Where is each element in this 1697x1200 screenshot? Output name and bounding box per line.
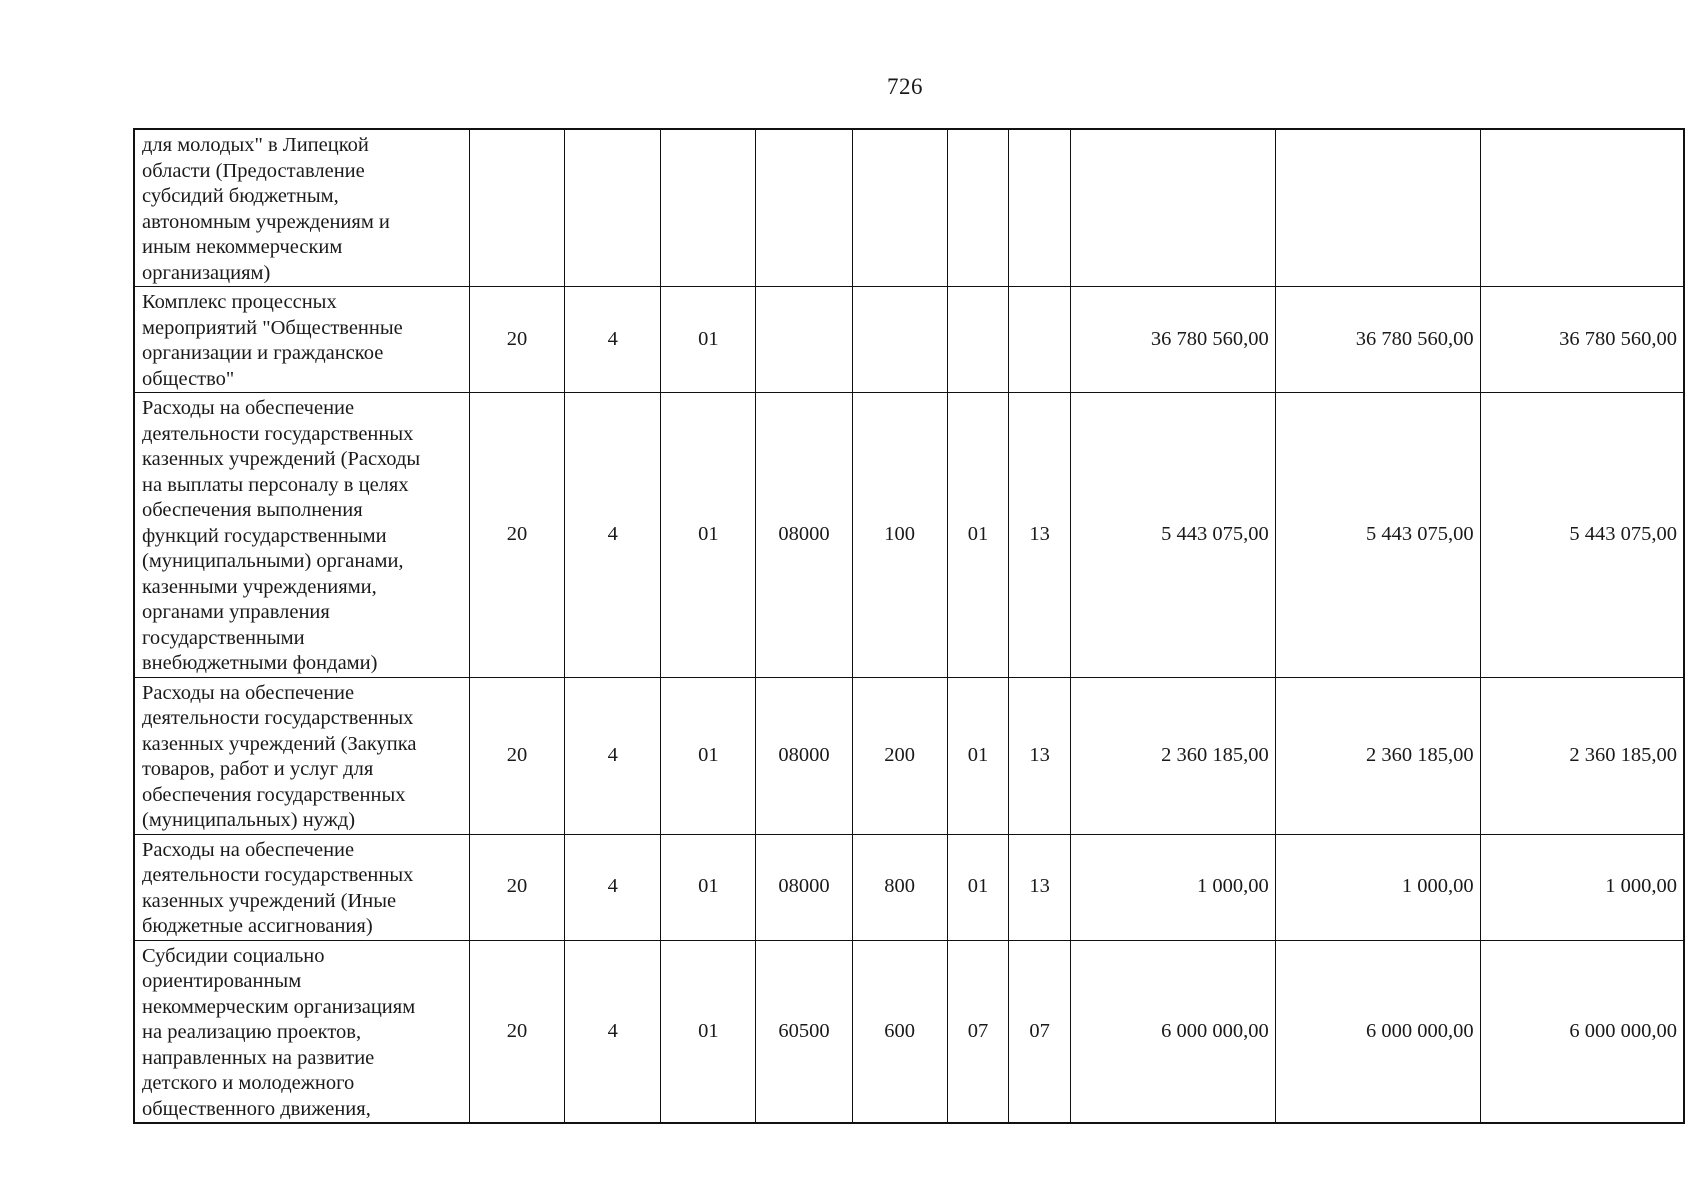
row-name-line: Субсидии социально	[142, 944, 325, 967]
table-row	[134, 834, 1684, 940]
row-name-line: органами управления	[142, 601, 330, 623]
amount-cell: 2 360 185,00	[1070, 677, 1275, 834]
code-cell: 01	[947, 834, 1009, 940]
code-cell: 20	[470, 940, 565, 1123]
row-name-line: деятельности государственных	[142, 864, 414, 886]
row-name-line: мероприятий "Общественные	[142, 316, 403, 339]
code-cell	[1009, 129, 1071, 287]
code-cell	[947, 129, 1009, 287]
code-cell: 13	[1009, 393, 1071, 678]
code-cell: 100	[852, 393, 947, 678]
code-cell: 01	[661, 393, 756, 678]
row-name-line: для молодых" в Липецкой	[142, 134, 369, 156]
page-number: 726	[887, 74, 923, 99]
code-cell	[756, 129, 852, 287]
row-name-line: Расходы на обеспечение	[142, 681, 355, 704]
amount-cell	[1480, 129, 1684, 287]
row-name-line: автономным учреждениям и	[142, 210, 390, 233]
code-cell: 4	[565, 940, 661, 1123]
code-cell: 13	[1009, 677, 1071, 834]
code-cell: 4	[565, 677, 661, 834]
row-name-line: внебюджетными фондами)	[142, 652, 378, 674]
code-cell: 20	[470, 393, 565, 678]
table-row	[134, 677, 1684, 834]
amount-cell: 6 000 000,00	[1275, 940, 1480, 1123]
row-name-line: (муниципальных) нужд)	[142, 809, 356, 831]
code-cell: 20	[470, 834, 565, 940]
row-name-line: обеспечения государственных	[142, 783, 406, 806]
row-name-line: казенных учреждений (Иные	[142, 889, 397, 912]
row-name-line: общество"	[142, 367, 235, 390]
code-cell: 200	[852, 677, 947, 834]
code-cell: 08000	[756, 677, 852, 834]
row-name-line: на выплаты персоналу в целях	[142, 473, 409, 496]
code-cell: 13	[1009, 834, 1071, 940]
amount-cell: 6 000 000,00	[1480, 940, 1684, 1123]
code-cell	[852, 287, 947, 393]
amount-cell: 36 780 560,00	[1275, 287, 1480, 393]
code-cell: 60500	[756, 940, 852, 1123]
amount-cell: 1 000,00	[1070, 834, 1275, 940]
code-cell	[852, 129, 947, 287]
row-name-line: на реализацию проектов,	[142, 1021, 362, 1043]
code-cell	[756, 287, 852, 393]
row-name-line: государственными	[142, 626, 305, 649]
amount-cell: 2 360 185,00	[1480, 677, 1684, 834]
code-cell: 08000	[756, 834, 852, 940]
code-cell: 600	[852, 940, 947, 1123]
code-cell: 01	[661, 940, 756, 1123]
table-row	[134, 940, 1684, 1123]
amount-cell: 2 360 185,00	[1275, 677, 1480, 834]
row-name-line: иным некоммерческим	[142, 236, 343, 258]
amount-cell: 5 443 075,00	[1275, 393, 1480, 678]
code-cell: 01	[661, 287, 756, 393]
row-name-line: организации и гражданское	[142, 342, 384, 364]
row-name-line: направленных на развитие	[142, 1046, 375, 1069]
amount-cell: 5 443 075,00	[1070, 393, 1275, 678]
code-cell: 01	[947, 677, 1009, 834]
row-name-line: ориентированным	[142, 970, 302, 992]
code-cell: 800	[852, 834, 947, 940]
row-name-cell	[134, 287, 470, 393]
row-name-line: Расходы на обеспечение	[142, 397, 355, 419]
amount-cell: 36 780 560,00	[1480, 287, 1684, 393]
amount-cell	[1275, 129, 1480, 287]
amount-cell: 1 000,00	[1480, 834, 1684, 940]
row-name-line: товаров, работ и услуг для	[142, 758, 374, 780]
row-name-cell	[134, 393, 470, 678]
row-name-line: детского и молодежного	[142, 1072, 355, 1094]
code-cell: 4	[565, 287, 661, 393]
row-name-line: казенных учреждений (Закупка	[142, 732, 417, 755]
row-name-line: деятельности государственных	[142, 707, 414, 729]
row-name-line: Комплекс процессных	[142, 291, 337, 313]
amount-cell: 5 443 075,00	[1480, 393, 1684, 678]
code-cell: 07	[1009, 940, 1071, 1123]
row-name-line: казенными учреждениями,	[142, 575, 377, 598]
code-cell: 07	[947, 940, 1009, 1123]
row-name-cell	[134, 677, 470, 834]
code-cell: 4	[565, 834, 661, 940]
row-name-cell	[134, 129, 470, 287]
amount-cell	[1070, 129, 1275, 287]
row-name-line: Расходы на обеспечение	[142, 838, 355, 861]
code-cell: 08000	[756, 393, 852, 678]
row-name-cell	[134, 834, 470, 940]
amount-cell: 1 000,00	[1275, 834, 1480, 940]
amount-cell: 6 000 000,00	[1070, 940, 1275, 1123]
code-cell: 20	[470, 677, 565, 834]
code-cell	[661, 129, 756, 287]
row-name-line: организациям)	[142, 261, 271, 284]
row-name-line: субсидий бюджетным,	[142, 185, 339, 207]
row-name-line: обеспечения выполнения	[142, 499, 363, 521]
budget-table	[133, 128, 1685, 1124]
row-name-line: бюджетные ассигнования)	[142, 915, 373, 937]
row-name-line: области (Предоставление	[142, 159, 365, 182]
row-name-line: функций государственными	[142, 524, 387, 547]
code-cell	[1009, 287, 1071, 393]
row-name-line: некоммерческим организациям	[142, 995, 416, 1018]
table-row	[134, 393, 1684, 678]
row-name-line: общественного движения,	[142, 1097, 371, 1120]
table-row	[134, 129, 1684, 287]
row-name-line: (муниципальными) органами,	[142, 550, 404, 572]
code-cell	[470, 129, 565, 287]
row-name-cell	[134, 940, 470, 1123]
table-row	[134, 287, 1684, 393]
code-cell: 4	[565, 393, 661, 678]
code-cell	[565, 129, 661, 287]
amount-cell: 36 780 560,00	[1070, 287, 1275, 393]
code-cell: 01	[661, 834, 756, 940]
code-cell	[947, 287, 1009, 393]
code-cell: 01	[947, 393, 1009, 678]
row-name-line: казенных учреждений (Расходы	[142, 448, 421, 470]
code-cell: 20	[470, 287, 565, 393]
code-cell: 01	[661, 677, 756, 834]
row-name-line: деятельности государственных	[142, 422, 414, 445]
